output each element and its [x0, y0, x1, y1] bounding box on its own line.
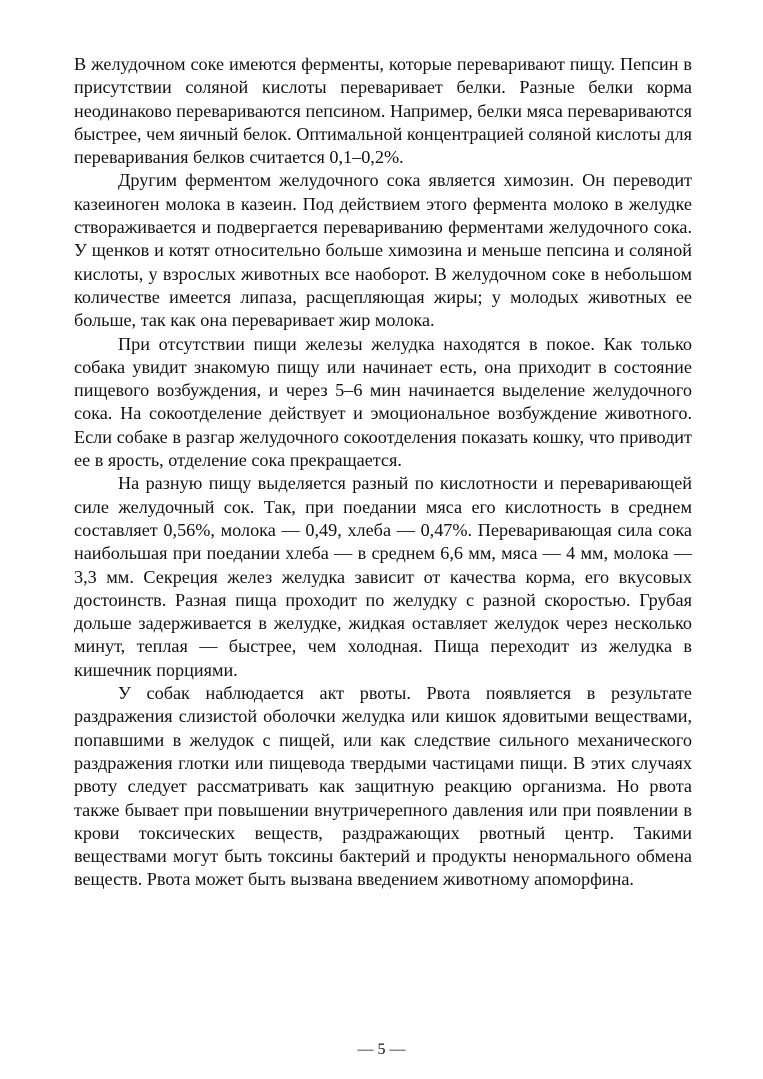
paragraph-chymosin: Другим ферментом желудочного сока является химозин. Он переводит казеиноген молока в казеин. Под действием этого фермента молоко в желудке створаживается и подвергается перевариванию ферментами желудочного сока. У щенков и котят относительно больше химозина и меньше пепсина и соляной кислоты, у взрослых животных все наоборот. В желудочном соке в небольшом количестве имеется липаза, расщепляющая жиры; у молодых животных ее больше, так как она переваривает жир молока. — [74, 170, 692, 331]
paragraph-glands-at-rest: При отсутствии пищи железы желудка находятся в покое. Как только собака увидит знакомую пищу или начинает есть, она приходит в состояние пищевого возбуждения, и через 5–6 мин начинается выделение желудочного сока. На сокоотделение действует и эмоциональное возбуждение животного. Если собаке в разгар желудочного сокоотделения показать кошку, что приводит ее в ярость, отделение сока прекращается. — [74, 333, 692, 471]
paragraph-vomiting: У собак наблюдается акт рвоты. Рвота появляется в результате раздражения слизистой оболочки желудка или кишок ядовитыми веществами, попавшими в желудок с пищей, или как следствие сильного механического раздражения глотки или пищевода твердыми частицами пищи. В этих случаях рвоту следует рассматривать как защитную реакцию организма. Но рвота также бывает при повышении внутричерепного давления или при появлении в крови токсических веществ, раздражающих рвотный центр. Такими веществами могут быть токсины бактерий и продукты ненормального обмена веществ. Рвота может быть вызвана введением животному апоморфина. — [74, 683, 692, 890]
paragraph-juice-by-food: На разную пищу выделяется разный по кислотности и переваривающей силе желудочный сок. Так, при поедании мяса его кислотность в среднем составляет 0,56%, молока — 0,49, хлеба — 0,47%. Переваривающая сила сока наибольшая при поедании хлеба — в среднем 6,6 мм, мяса — 4 мм, молока — 3,3 мм. Секреция желез желудка зависит от качества корма, его вкусовых достоинств. Разная пища проходит по желудку с разной скоростью. Грубая дольше задерживается в желудке, жидкая оставляет желудок через несколько минут, теплая — быстрее, чем холодная. Пища переходит из желудка в кишечник порциями. — [74, 473, 692, 680]
page-number: — 5 — — [357, 1041, 406, 1058]
paragraph-gastric-enzymes: В желудочном соке имеются ферменты, которые переваривают пищу. Пепсин в присутствии соляной кислоты переваривает белки. Разные белки корма неодинаково перевариваются пепсином. Например, белки мяса перевариваются быстрее, чем яичный белок. Оптимальной концентрацией соляной кислоты для переваривания белков считается 0,1–0,2%. — [74, 54, 692, 168]
page-body — [74, 53, 692, 892]
